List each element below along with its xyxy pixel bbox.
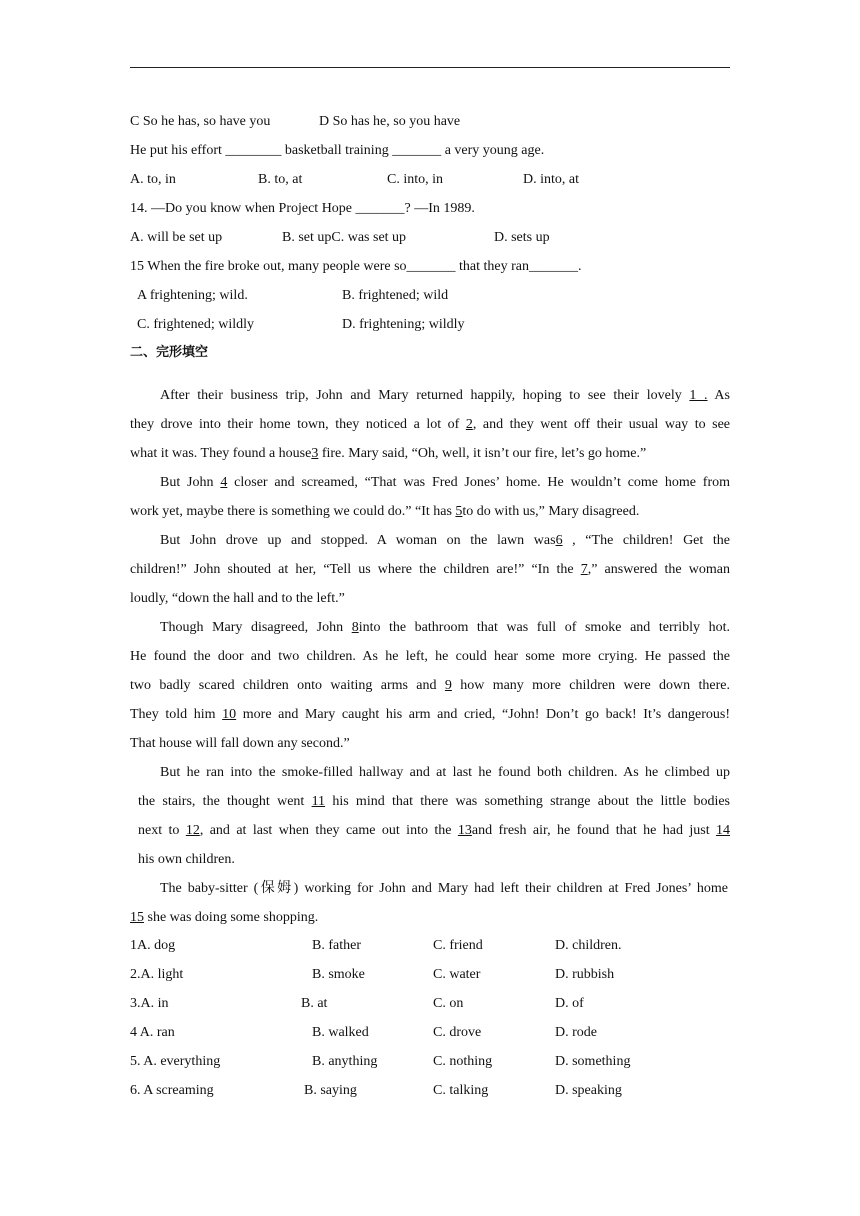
answer-4-d: D. rode (555, 1025, 597, 1040)
blank-10: 10 (222, 707, 237, 722)
answer-5-d: D. something (555, 1054, 631, 1069)
passage-line (130, 909, 318, 927)
passage-line (130, 416, 730, 434)
answer-4-b: B. walked (312, 1025, 369, 1040)
passage-text: loudly, “down the hall and to the left.” (130, 591, 345, 606)
passage-text: , and they went off their usual way to see (472, 417, 731, 432)
answer-2-d: D. rubbish (555, 967, 615, 982)
answer-2-c: C. water (433, 967, 481, 982)
passage-text: into the bathroom that was full of smoke and terribly hot. (358, 620, 730, 635)
passage-line (130, 532, 730, 550)
q13-stem: He put his effort ________ basketball training _______ a very young age. (130, 143, 545, 158)
answer-6-a: 6. A screaming (130, 1083, 214, 1098)
blank-4: 4 (220, 475, 228, 490)
passage-text: how many more children were down there. (451, 678, 730, 693)
blank-3: 3 (311, 446, 319, 461)
passage-line (160, 764, 730, 782)
answer-4-c: C. drove (433, 1025, 482, 1040)
answer-5-b: B. anything (312, 1054, 378, 1069)
q15-stem: 15 When the fire broke out, many people were so_______ that they ran_______. (130, 259, 582, 274)
passage-text: That house will fall down any second.” (130, 736, 350, 751)
passage-line (130, 503, 639, 521)
passage-text: closer and screamed, “That was Fred Jones’ home. He wouldn’t come home from (227, 475, 730, 490)
answer-3-b: B. at (301, 996, 328, 1011)
passage-text: two badly scared children onto waiting arms and (130, 678, 445, 693)
passage-line (130, 474, 730, 492)
answer-6-b: B. saying (304, 1083, 357, 1098)
passage-text: But John drove up and stopped. A woman on the lawn was (160, 533, 556, 548)
passage-text: But he ran into the smoke-filled hallway and at last he found both children. As he climbed up (160, 765, 730, 780)
passage-line (138, 793, 730, 811)
answer-5-c: C. nothing (433, 1054, 493, 1069)
passage-text: fire. Mary said, “Oh, well, it isn’t our fire, let’s go home.” (318, 446, 647, 461)
answer-1-c: C. friend (433, 938, 483, 953)
q14-option-d: D. sets up (494, 230, 550, 245)
passage-text: , and at last when they came out into the (199, 823, 458, 838)
passage-line (130, 706, 730, 724)
q15-option-d: D. frightening; wildly (342, 317, 465, 332)
blank-7: 7 (580, 562, 588, 577)
q15-option-c: C. frightened; wildly (137, 317, 255, 332)
blank-12: 12 (185, 823, 200, 838)
blank-13: 13 (457, 823, 472, 838)
passage-text: They told him (130, 707, 223, 722)
passage-line (130, 590, 345, 608)
answer-4-a: 4 A. ran (130, 1025, 175, 1040)
q13-option-b: B. to, at (258, 172, 303, 187)
passage-text: But John (160, 475, 221, 490)
passage-line (130, 735, 350, 753)
answer-1-d: D. children. (555, 938, 622, 953)
passage-text: Though Mary disagreed, John (160, 620, 352, 635)
answer-5-a: 5. A. everything (130, 1054, 221, 1069)
answer-3-a: 3.A. in (130, 996, 169, 1011)
q12-option-c: C So he has, so have you (130, 114, 271, 129)
passage-text: and fresh air, he found that he had just (471, 823, 716, 838)
passage-text: ,” answered the woman (587, 562, 730, 577)
passage-text: they drove into their home town, they noticed a lot of (130, 417, 466, 432)
q15-option-a: A frightening; wild. (137, 288, 248, 303)
passage-line (130, 387, 730, 405)
passage-line (130, 445, 646, 463)
section-title: 二、完形填空 (130, 345, 209, 360)
passage-line (160, 880, 728, 898)
blank-6: 6 (555, 533, 563, 548)
passage-text: the stairs, the thought went (138, 794, 312, 809)
blank-1: 1 . (689, 388, 708, 403)
answer-6-d: D. speaking (555, 1083, 622, 1098)
q13-option-c: C. into, in (387, 172, 444, 187)
header-rule (130, 67, 730, 68)
answer-1-b: B. father (312, 938, 361, 953)
q13-option-d: D. into, at (523, 172, 579, 187)
answer-3-d: D. of (555, 996, 584, 1011)
answer-3-c: C. on (433, 996, 464, 1011)
passage-text: children!” John shouted at her, “Tell us where the children are!” “In the (130, 562, 581, 577)
blank-11: 11 (311, 794, 326, 809)
passage-text: After their business trip, John and Mary returned happily, hoping to see their lovely (160, 388, 690, 403)
passage-text: she was doing some shopping. (144, 910, 319, 925)
passage-text: his own children. (138, 852, 235, 867)
answer-6-c: C. talking (433, 1083, 489, 1098)
blank-15: 15 (130, 910, 144, 925)
passage-text: He found the door and two children. As he left, he could hear some more crying. He passed the (130, 649, 730, 664)
blank-5: 5 (455, 504, 463, 519)
blank-2: 2 (465, 417, 473, 432)
passage-text: what it was. They found a house (130, 446, 312, 461)
passage-text: his mind that there was something strange about the little bodies (325, 794, 730, 809)
passage-line (130, 561, 730, 579)
answer-2-b: B. smoke (312, 967, 365, 982)
blank-8: 8 (351, 620, 359, 635)
answer-1-a: 1A. dog (130, 938, 176, 953)
passage-text: The baby-sitter (保姆) working for John and Mary had left their children at Fred Jones’ home (160, 881, 728, 896)
passage-line (138, 851, 235, 869)
passage-line (130, 619, 730, 637)
q14-option-bc: B. set upC. was set up (282, 230, 407, 245)
q14-option-a: A. will be set up (130, 230, 223, 245)
passage-text: , “The children! Get the (562, 533, 731, 548)
q12-option-d: D So has he, so you have (319, 114, 461, 129)
answer-2-a: 2.A. light (130, 967, 184, 982)
passage-text: work yet, maybe there is something we could do.” “It has (130, 504, 456, 519)
passage-line (130, 648, 730, 666)
blank-14: 14 (716, 823, 730, 838)
passage-text: to do with us,” Mary disagreed. (462, 504, 640, 519)
passage-text: As (707, 388, 730, 403)
passage-text: next to (138, 823, 186, 838)
q13-option-a: A. to, in (130, 172, 176, 187)
passage-line (138, 822, 730, 840)
q15-option-b: B. frightened; wild (342, 288, 449, 303)
passage-line (130, 677, 730, 695)
passage-text: more and Mary caught his arm and cried, “John! Don’t go back! It’s dangerous! (236, 707, 730, 722)
blank-9: 9 (444, 678, 452, 693)
q14-stem: 14. —Do you know when Project Hope _______? —In 1989. (130, 201, 475, 216)
